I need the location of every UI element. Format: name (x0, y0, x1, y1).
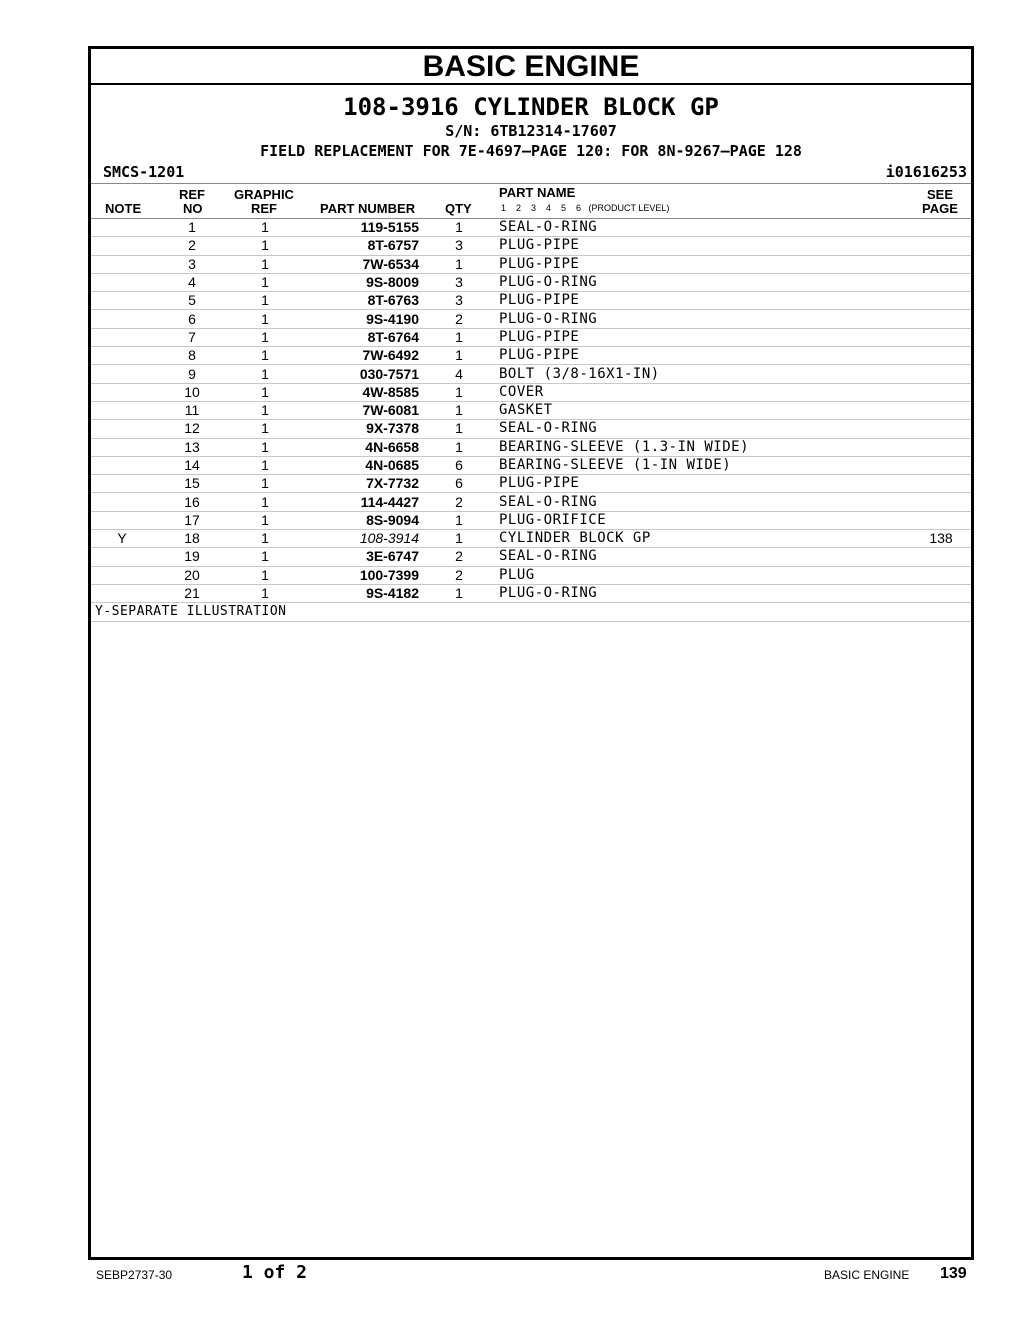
part-number-cell: 119-5155 (299, 219, 419, 237)
page-number: 139 (940, 1265, 967, 1282)
see-page-cell (911, 292, 971, 310)
note-cell (91, 347, 153, 365)
table-row (91, 365, 971, 383)
ref-no-cell: 19 (153, 548, 231, 566)
note-cell (91, 237, 153, 255)
graphic-ref-cell: 1 (231, 566, 299, 584)
see-page-cell (911, 328, 971, 346)
part-number-cell: 9S-8009 (299, 273, 419, 291)
see-page-cell (911, 475, 971, 493)
ref-no-cell: 13 (153, 438, 231, 456)
graphic-ref-cell: 1 (231, 475, 299, 493)
part-name-cell: SEAL-O-RING (499, 219, 911, 237)
graphic-ref-cell: 1 (231, 219, 299, 237)
graphic-ref-cell: 1 (231, 438, 299, 456)
table-row (91, 475, 971, 493)
ref-no-cell: 21 (153, 584, 231, 602)
table-row (91, 237, 971, 255)
note-cell (91, 255, 153, 273)
table-row (91, 511, 971, 529)
part-number-cell: 108-3914 (299, 530, 419, 548)
part-number-cell: 3E-6747 (299, 548, 419, 566)
see-page-cell (911, 456, 971, 474)
header-graphic-top: GRAPHIC (234, 187, 294, 202)
header-ref-bottom: NO (183, 201, 203, 216)
section-title: BASIC ENGINE (91, 49, 971, 85)
table-row (91, 548, 971, 566)
illustration-id: i01616253 (885, 163, 967, 181)
header-graphic-bottom: REF (251, 201, 277, 216)
table-row (91, 456, 971, 474)
qty-cell: 3 (419, 237, 499, 255)
graphic-ref-cell: 1 (231, 365, 299, 383)
part-number-cell: 7W-6492 (299, 347, 419, 365)
ref-no-cell: 1 (153, 219, 231, 237)
see-page-cell (911, 511, 971, 529)
note-cell (91, 566, 153, 584)
graphic-ref-cell: 1 (231, 584, 299, 602)
ref-no-cell: 4 (153, 273, 231, 291)
graphic-ref-cell: 1 (231, 273, 299, 291)
qty-cell: 1 (419, 401, 499, 419)
note-cell (91, 219, 153, 237)
note-cell (91, 511, 153, 529)
qty-cell: 1 (419, 255, 499, 273)
table-row (91, 347, 971, 365)
qty-cell: 2 (419, 566, 499, 584)
note-cell (91, 584, 153, 602)
part-name-cell: CYLINDER BLOCK GP (499, 530, 911, 548)
see-page-cell (911, 383, 971, 401)
part-name-cell: COVER (499, 383, 911, 401)
part-number-cell: 9S-4182 (299, 584, 419, 602)
see-page-cell (911, 310, 971, 328)
ref-no-cell: 8 (153, 347, 231, 365)
group-title: 108-3916 CYLINDER BLOCK GP (343, 93, 719, 121)
table-row (91, 273, 971, 291)
note-cell (91, 292, 153, 310)
see-page-cell (911, 548, 971, 566)
graphic-ref-cell: 1 (231, 347, 299, 365)
page-of: 1 of 2 (242, 1262, 308, 1283)
table-row (91, 566, 971, 584)
legend-note: Y-SEPARATE ILLUSTRATION (91, 603, 971, 622)
part-number-cell: 8T-6763 (299, 292, 419, 310)
see-page-cell (911, 438, 971, 456)
serial-number: S/N: 6TB12314-17607 (445, 122, 617, 140)
header-product-levels: 1 2 3 4 5 6 (PRODUCT LEVEL) (501, 203, 670, 213)
table-row (91, 438, 971, 456)
qty-cell: 1 (419, 530, 499, 548)
qty-cell: 3 (419, 273, 499, 291)
part-number-cell: 7W-6534 (299, 255, 419, 273)
page-footer (0, 1262, 1020, 1292)
part-name-cell: PLUG-O-RING (499, 584, 911, 602)
table-row (91, 383, 971, 401)
parts-table (91, 219, 971, 603)
graphic-ref-cell: 1 (231, 292, 299, 310)
ref-no-cell: 12 (153, 420, 231, 438)
part-number-cell: 4N-6658 (299, 438, 419, 456)
table-header (91, 184, 971, 219)
graphic-ref-cell: 1 (231, 310, 299, 328)
part-number-cell: 4N-0685 (299, 456, 419, 474)
part-name-cell: PLUG-O-RING (499, 273, 911, 291)
document-id: SEBP2737-30 (96, 1268, 173, 1282)
smcs-code: SMCS-1201 (103, 163, 185, 181)
part-name-cell: BEARING-SLEEVE (1-IN WIDE) (499, 456, 911, 474)
header-part-number: PART NUMBER (320, 201, 416, 216)
note-cell (91, 493, 153, 511)
part-number-cell: 9S-4190 (299, 310, 419, 328)
part-name-cell: BEARING-SLEEVE (1.3-IN WIDE) (499, 438, 911, 456)
qty-cell: 1 (419, 584, 499, 602)
part-name-cell: PLUG-PIPE (499, 328, 911, 346)
qty-cell: 1 (419, 383, 499, 401)
table-row (91, 584, 971, 602)
qty-cell: 1 (419, 347, 499, 365)
part-name-cell: PLUG-PIPE (499, 237, 911, 255)
part-name-cell: PLUG-PIPE (499, 475, 911, 493)
qty-cell: 6 (419, 475, 499, 493)
qty-cell: 2 (419, 493, 499, 511)
qty-cell: 1 (419, 219, 499, 237)
graphic-ref-cell: 1 (231, 255, 299, 273)
qty-cell: 2 (419, 548, 499, 566)
table-row (91, 493, 971, 511)
ref-no-cell: 11 (153, 401, 231, 419)
table-row (91, 255, 971, 273)
part-number-cell: 9X-7378 (299, 420, 419, 438)
note-cell (91, 420, 153, 438)
note-cell (91, 401, 153, 419)
note-cell (91, 475, 153, 493)
part-number-cell: 7W-6081 (299, 401, 419, 419)
graphic-ref-cell: 1 (231, 548, 299, 566)
note-cell (91, 328, 153, 346)
graphic-ref-cell: 1 (231, 383, 299, 401)
ref-no-cell: 6 (153, 310, 231, 328)
see-page-cell (911, 493, 971, 511)
note-cell (91, 548, 153, 566)
see-page-cell (911, 219, 971, 237)
part-name-cell: SEAL-O-RING (499, 493, 911, 511)
graphic-ref-cell: 1 (231, 420, 299, 438)
qty-cell: 2 (419, 310, 499, 328)
see-page-cell: 138 (911, 530, 971, 548)
part-number-cell: 114-4427 (299, 493, 419, 511)
graphic-ref-cell: 1 (231, 456, 299, 474)
graphic-ref-cell: 1 (231, 493, 299, 511)
qty-cell: 1 (419, 328, 499, 346)
table-row (91, 310, 971, 328)
part-name-cell: GASKET (499, 401, 911, 419)
table-row (91, 219, 971, 237)
ref-no-cell: 3 (153, 255, 231, 273)
note-cell (91, 383, 153, 401)
ref-no-cell: 10 (153, 383, 231, 401)
header-see-bottom: PAGE (922, 201, 958, 216)
see-page-cell (911, 255, 971, 273)
part-name-cell: SEAL-O-RING (499, 548, 911, 566)
ref-no-cell: 18 (153, 530, 231, 548)
ref-no-cell: 14 (153, 456, 231, 474)
note-cell (91, 365, 153, 383)
header-note: NOTE (105, 201, 142, 216)
page-frame (88, 46, 974, 1260)
see-page-cell (911, 237, 971, 255)
part-name-cell: PLUG-PIPE (499, 292, 911, 310)
part-name-cell: PLUG-ORIFICE (499, 511, 911, 529)
ref-no-cell: 7 (153, 328, 231, 346)
see-page-cell (911, 365, 971, 383)
ref-no-cell: 16 (153, 493, 231, 511)
part-number-cell: 4W-8585 (299, 383, 419, 401)
part-number-cell: 8T-6764 (299, 328, 419, 346)
graphic-ref-cell: 1 (231, 511, 299, 529)
part-name-cell: PLUG-PIPE (499, 347, 911, 365)
note-cell (91, 438, 153, 456)
see-page-cell (911, 273, 971, 291)
part-number-cell: 7X-7732 (299, 475, 419, 493)
ref-no-cell: 20 (153, 566, 231, 584)
part-number-cell: 8S-9094 (299, 511, 419, 529)
part-name-cell: PLUG (499, 566, 911, 584)
header-ref-top: REF (179, 187, 205, 202)
field-replacement-note: FIELD REPLACEMENT FOR 7E-4697—PAGE 120: FOR 8N-9267—PAGE 128 (260, 142, 802, 160)
note-cell (91, 456, 153, 474)
part-name-cell: SEAL-O-RING (499, 420, 911, 438)
qty-cell: 3 (419, 292, 499, 310)
ref-no-cell: 17 (153, 511, 231, 529)
part-name-cell: PLUG-O-RING (499, 310, 911, 328)
see-page-cell (911, 347, 971, 365)
header-part-name: PART NAME (499, 185, 576, 200)
qty-cell: 1 (419, 438, 499, 456)
see-page-cell (911, 584, 971, 602)
see-page-cell (911, 401, 971, 419)
ref-no-cell: 2 (153, 237, 231, 255)
qty-cell: 1 (419, 420, 499, 438)
header-qty: QTY (445, 201, 472, 216)
graphic-ref-cell: 1 (231, 237, 299, 255)
graphic-ref-cell: 1 (231, 530, 299, 548)
table-row (91, 420, 971, 438)
table-row (91, 328, 971, 346)
table-row (91, 530, 971, 548)
qty-cell: 6 (419, 456, 499, 474)
table-row (91, 292, 971, 310)
smcs-row (91, 161, 971, 184)
graphic-ref-cell: 1 (231, 328, 299, 346)
ref-no-cell: 9 (153, 365, 231, 383)
part-name-cell: PLUG-PIPE (499, 255, 911, 273)
qty-cell: 4 (419, 365, 499, 383)
table-row (91, 401, 971, 419)
graphic-ref-cell: 1 (231, 401, 299, 419)
ref-no-cell: 5 (153, 292, 231, 310)
header-see-top: SEE (927, 187, 954, 202)
ref-no-cell: 15 (153, 475, 231, 493)
part-number-cell: 8T-6757 (299, 237, 419, 255)
part-name-cell: BOLT (3/8-16X1-IN) (499, 365, 911, 383)
parts-table-body (91, 219, 971, 603)
see-page-cell (911, 566, 971, 584)
part-number-cell: 030-7571 (299, 365, 419, 383)
note-cell (91, 310, 153, 328)
qty-cell: 1 (419, 511, 499, 529)
note-cell (91, 273, 153, 291)
see-page-cell (911, 420, 971, 438)
part-number-cell: 100-7399 (299, 566, 419, 584)
footer-section: BASIC ENGINE (824, 1268, 910, 1282)
note-cell: Y (91, 530, 153, 548)
